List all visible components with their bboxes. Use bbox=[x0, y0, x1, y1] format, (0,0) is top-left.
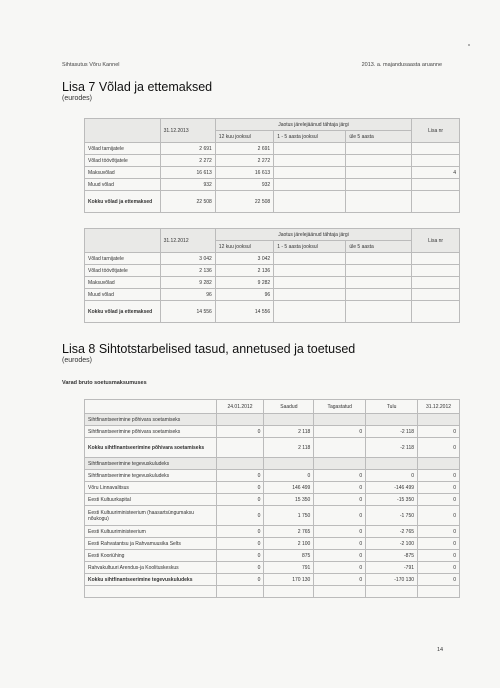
row-label: Kokku sihtfinantseerimine põhivara soetamiseks bbox=[85, 438, 217, 458]
lisa8-title: Lisa 8 Sihtotstarbelised tasud, annetused ja toetused bbox=[62, 342, 356, 356]
row-note bbox=[412, 179, 460, 191]
row-12-months: 932 bbox=[215, 179, 273, 191]
row-value-2 bbox=[264, 414, 314, 426]
row-value-4: -170 130 bbox=[366, 574, 418, 586]
row-total: 96 bbox=[160, 289, 215, 301]
table-row bbox=[85, 253, 460, 265]
row-value-3 bbox=[314, 414, 366, 426]
row-value-1: 0 bbox=[216, 494, 264, 506]
table-row bbox=[85, 155, 460, 167]
table-row bbox=[85, 438, 460, 458]
row-label: Maksuvõlad bbox=[85, 167, 161, 179]
column-header-group: Jaotus järelejäänud tähtaja järgi bbox=[215, 229, 411, 241]
row-label: Võru Linnavalitsus bbox=[85, 482, 217, 494]
row-value-3: 0 bbox=[314, 574, 366, 586]
row-label: Eesti Rahvatantsu ja Rahvamuusika Selts bbox=[85, 538, 217, 550]
row-total: 9 282 bbox=[160, 277, 215, 289]
table-row bbox=[85, 289, 460, 301]
row-value-3: 0 bbox=[314, 506, 366, 526]
page-number: 14 bbox=[437, 647, 444, 653]
column-header-2: Saadud bbox=[264, 400, 314, 414]
column-header-4: Tulu bbox=[366, 400, 418, 414]
row-over-5-years bbox=[346, 155, 412, 167]
table-row bbox=[85, 179, 460, 191]
row-value-5: 0 bbox=[418, 494, 460, 506]
row-value-5: 0 bbox=[418, 426, 460, 438]
empty-cell bbox=[216, 586, 264, 598]
row-value-4: -875 bbox=[366, 550, 418, 562]
table-row bbox=[85, 191, 460, 213]
row-value-4: -2 765 bbox=[366, 526, 418, 538]
row-value-5: 0 bbox=[418, 562, 460, 574]
row-value-4 bbox=[366, 458, 418, 470]
row-value-3 bbox=[314, 458, 366, 470]
row-value-1 bbox=[216, 458, 264, 470]
row-value-3: 0 bbox=[314, 426, 366, 438]
row-value-1: 0 bbox=[216, 562, 264, 574]
row-label: Võlad tarnijatele bbox=[85, 253, 161, 265]
row-note bbox=[412, 265, 460, 277]
row-label: Sihtfinantseerimine tegevuskuludeks bbox=[85, 458, 217, 470]
row-1-5-years bbox=[274, 289, 346, 301]
row-value-2: 15 350 bbox=[264, 494, 314, 506]
row-over-5-years bbox=[346, 289, 412, 301]
row-value-2: 0 bbox=[264, 470, 314, 482]
row-value-3: 0 bbox=[314, 494, 366, 506]
lisa8-table bbox=[84, 399, 460, 598]
row-value-5: 0 bbox=[418, 470, 460, 482]
table-row bbox=[85, 494, 460, 506]
table-row bbox=[85, 470, 460, 482]
table-row bbox=[85, 414, 460, 426]
row-label: Sihtfinantseerimine põhivara soetamiseks bbox=[85, 414, 217, 426]
table-row bbox=[85, 301, 460, 323]
column-header-note: Lisa nr bbox=[412, 229, 460, 253]
row-label: Eesti Kultuuriministeerium (haasartsüngumaksu nõukogu) bbox=[85, 506, 217, 526]
row-12-months: 96 bbox=[215, 289, 273, 301]
row-note bbox=[412, 253, 460, 265]
row-label: Rahvakultuuri Arendus-ja Koolituskeskus bbox=[85, 562, 217, 574]
row-1-5-years bbox=[274, 179, 346, 191]
lisa8-section-title: Varad bruto soetusmaksumuses bbox=[62, 380, 147, 386]
row-over-5-years bbox=[346, 167, 412, 179]
row-value-4: -2 118 bbox=[366, 438, 418, 458]
row-label: Muud võlad bbox=[85, 179, 161, 191]
row-1-5-years bbox=[274, 265, 346, 277]
row-12-months: 14 556 bbox=[215, 301, 273, 323]
row-value-5: 0 bbox=[418, 506, 460, 526]
row-note bbox=[412, 277, 460, 289]
column-header-date: 31.12.2012 bbox=[160, 229, 215, 253]
column-header-term-3: üle 5 aasta bbox=[346, 241, 412, 253]
row-value-1: 0 bbox=[216, 506, 264, 526]
row-12-months: 2 272 bbox=[215, 155, 273, 167]
row-value-3: 0 bbox=[314, 562, 366, 574]
row-value-1 bbox=[216, 414, 264, 426]
row-value-1: 0 bbox=[216, 482, 264, 494]
row-1-5-years bbox=[274, 277, 346, 289]
row-label: Sihtfinantseerimine põhivara soetamiseks bbox=[85, 426, 217, 438]
lisa7-subtitle: (eurodes) bbox=[62, 95, 92, 102]
row-value-5: 0 bbox=[418, 438, 460, 458]
row-total: 22 508 bbox=[160, 191, 215, 213]
table-row bbox=[85, 562, 460, 574]
row-value-1: 0 bbox=[216, 550, 264, 562]
row-note bbox=[412, 155, 460, 167]
row-value-1 bbox=[216, 438, 264, 458]
column-header-term-1: 12 kuu jooksul bbox=[215, 241, 273, 253]
row-label: Muud võlad bbox=[85, 289, 161, 301]
row-label: Kokku võlad ja ettemaksed bbox=[85, 191, 161, 213]
row-value-2: 2 100 bbox=[264, 538, 314, 550]
empty-cell bbox=[314, 586, 366, 598]
lisa7-table-2013 bbox=[84, 118, 460, 213]
lisa8-subtitle: (eurodes) bbox=[62, 357, 92, 364]
row-value-2: 2 118 bbox=[264, 426, 314, 438]
row-value-4: -791 bbox=[366, 562, 418, 574]
row-1-5-years bbox=[274, 253, 346, 265]
row-value-3 bbox=[314, 438, 366, 458]
row-note bbox=[412, 289, 460, 301]
row-value-3: 0 bbox=[314, 482, 366, 494]
row-value-1: 0 bbox=[216, 574, 264, 586]
row-value-3: 0 bbox=[314, 538, 366, 550]
row-1-5-years bbox=[274, 143, 346, 155]
table-row bbox=[85, 458, 460, 470]
row-total: 14 556 bbox=[160, 301, 215, 323]
row-value-1: 0 bbox=[216, 426, 264, 438]
row-over-5-years bbox=[346, 179, 412, 191]
table-row bbox=[85, 265, 460, 277]
row-label: Eesti Kultuurkapital bbox=[85, 494, 217, 506]
row-value-2: 1 750 bbox=[264, 506, 314, 526]
row-total: 2 136 bbox=[160, 265, 215, 277]
column-header-date: 31.12.2013 bbox=[160, 119, 215, 143]
row-label: Maksuvõlad bbox=[85, 277, 161, 289]
row-12-months: 16 613 bbox=[215, 167, 273, 179]
column-header-term-2: 1 - 5 aasta jooksul bbox=[274, 241, 346, 253]
row-value-3: 0 bbox=[314, 526, 366, 538]
column-header-3: Tagastatud bbox=[314, 400, 366, 414]
row-value-1: 0 bbox=[216, 526, 264, 538]
table-row bbox=[85, 277, 460, 289]
lisa7-table-2012 bbox=[84, 228, 460, 323]
table-row bbox=[85, 550, 460, 562]
row-value-1: 0 bbox=[216, 470, 264, 482]
row-label: Kokku sihtfinantseerimine tegevuskuludeks bbox=[85, 574, 217, 586]
row-12-months: 22 508 bbox=[215, 191, 273, 213]
row-total: 16 613 bbox=[160, 167, 215, 179]
row-value-5: 0 bbox=[418, 574, 460, 586]
row-over-5-years bbox=[346, 277, 412, 289]
row-over-5-years bbox=[346, 265, 412, 277]
row-value-3: 0 bbox=[314, 550, 366, 562]
table-row bbox=[85, 167, 460, 179]
column-header-1: 24.01.2012 bbox=[216, 400, 264, 414]
row-value-2 bbox=[264, 458, 314, 470]
row-total: 3 042 bbox=[160, 253, 215, 265]
row-over-5-years bbox=[346, 253, 412, 265]
row-value-5 bbox=[418, 458, 460, 470]
row-label: Sihtfinantseerimine tegevuskuludeks bbox=[85, 470, 217, 482]
row-value-2: 2 765 bbox=[264, 526, 314, 538]
row-label: Eesti Kooriühing bbox=[85, 550, 217, 562]
row-value-5: 0 bbox=[418, 482, 460, 494]
lisa7-title: Lisa 7 Võlad ja ettemaksed bbox=[62, 80, 213, 94]
header-report-title: 2013. a. majandusaasta aruanne bbox=[361, 62, 442, 68]
row-12-months: 2 691 bbox=[215, 143, 273, 155]
header-blank-cell bbox=[85, 229, 161, 253]
row-value-1: 0 bbox=[216, 538, 264, 550]
row-value-2: 875 bbox=[264, 550, 314, 562]
row-value-4: -1 750 bbox=[366, 506, 418, 526]
row-1-5-years bbox=[274, 301, 346, 323]
row-note bbox=[412, 301, 460, 323]
empty-cell bbox=[418, 586, 460, 598]
row-value-4: -146 499 bbox=[366, 482, 418, 494]
row-value-2: 791 bbox=[264, 562, 314, 574]
header-blank-cell bbox=[85, 119, 161, 143]
row-total: 2 691 bbox=[160, 143, 215, 155]
table-row bbox=[85, 574, 460, 586]
column-header-group: Jaotus järelejäänud tähtaja järgi bbox=[215, 119, 411, 131]
row-1-5-years bbox=[274, 167, 346, 179]
row-12-months: 2 136 bbox=[215, 265, 273, 277]
table-row bbox=[85, 506, 460, 526]
table-row bbox=[85, 526, 460, 538]
column-header-5: 31.12.2012 bbox=[418, 400, 460, 414]
header-organization: Sihtasutus Võru Kannel bbox=[62, 62, 120, 68]
row-12-months: 3 042 bbox=[215, 253, 273, 265]
row-note bbox=[412, 143, 460, 155]
column-header-term-3: üle 5 aasta bbox=[346, 131, 412, 143]
row-label: Võlad tarnijatele bbox=[85, 143, 161, 155]
row-12-months: 9 282 bbox=[215, 277, 273, 289]
table-row bbox=[85, 143, 460, 155]
row-value-4: -2 118 bbox=[366, 426, 418, 438]
header-blank-cell bbox=[85, 400, 217, 414]
row-value-4: -2 100 bbox=[366, 538, 418, 550]
row-value-2: 146 499 bbox=[264, 482, 314, 494]
row-label: Võlad töövõtjatele bbox=[85, 265, 161, 277]
row-value-5: 0 bbox=[418, 550, 460, 562]
row-label: Võlad töövõtjatele bbox=[85, 155, 161, 167]
row-1-5-years bbox=[274, 155, 346, 167]
row-note bbox=[412, 191, 460, 213]
row-value-5: 0 bbox=[418, 538, 460, 550]
column-header-term-1: 12 kuu jooksul bbox=[215, 131, 273, 143]
table-row bbox=[85, 482, 460, 494]
row-1-5-years bbox=[274, 191, 346, 213]
row-total: 932 bbox=[160, 179, 215, 191]
row-label: Eesti Kultuuriministeerium bbox=[85, 526, 217, 538]
row-value-5: 0 bbox=[418, 526, 460, 538]
table-row bbox=[85, 538, 460, 550]
table-row bbox=[85, 426, 460, 438]
empty-cell bbox=[366, 586, 418, 598]
column-header-note: Lisa nr bbox=[412, 119, 460, 143]
row-over-5-years bbox=[346, 301, 412, 323]
row-note: 4 bbox=[412, 167, 460, 179]
empty-cell bbox=[264, 586, 314, 598]
row-value-5 bbox=[418, 414, 460, 426]
row-over-5-years bbox=[346, 143, 412, 155]
row-value-4 bbox=[366, 414, 418, 426]
empty-cell bbox=[85, 586, 217, 598]
row-value-2: 170 130 bbox=[264, 574, 314, 586]
row-total: 2 272 bbox=[160, 155, 215, 167]
row-value-2: 2 118 bbox=[264, 438, 314, 458]
column-header-term-2: 1 - 5 aasta jooksul bbox=[274, 131, 346, 143]
row-label: Kokku võlad ja ettemaksed bbox=[85, 301, 161, 323]
scan-speck bbox=[468, 44, 470, 46]
row-value-3: 0 bbox=[314, 470, 366, 482]
row-value-4: -15 350 bbox=[366, 494, 418, 506]
row-over-5-years bbox=[346, 191, 412, 213]
row-value-4: 0 bbox=[366, 470, 418, 482]
